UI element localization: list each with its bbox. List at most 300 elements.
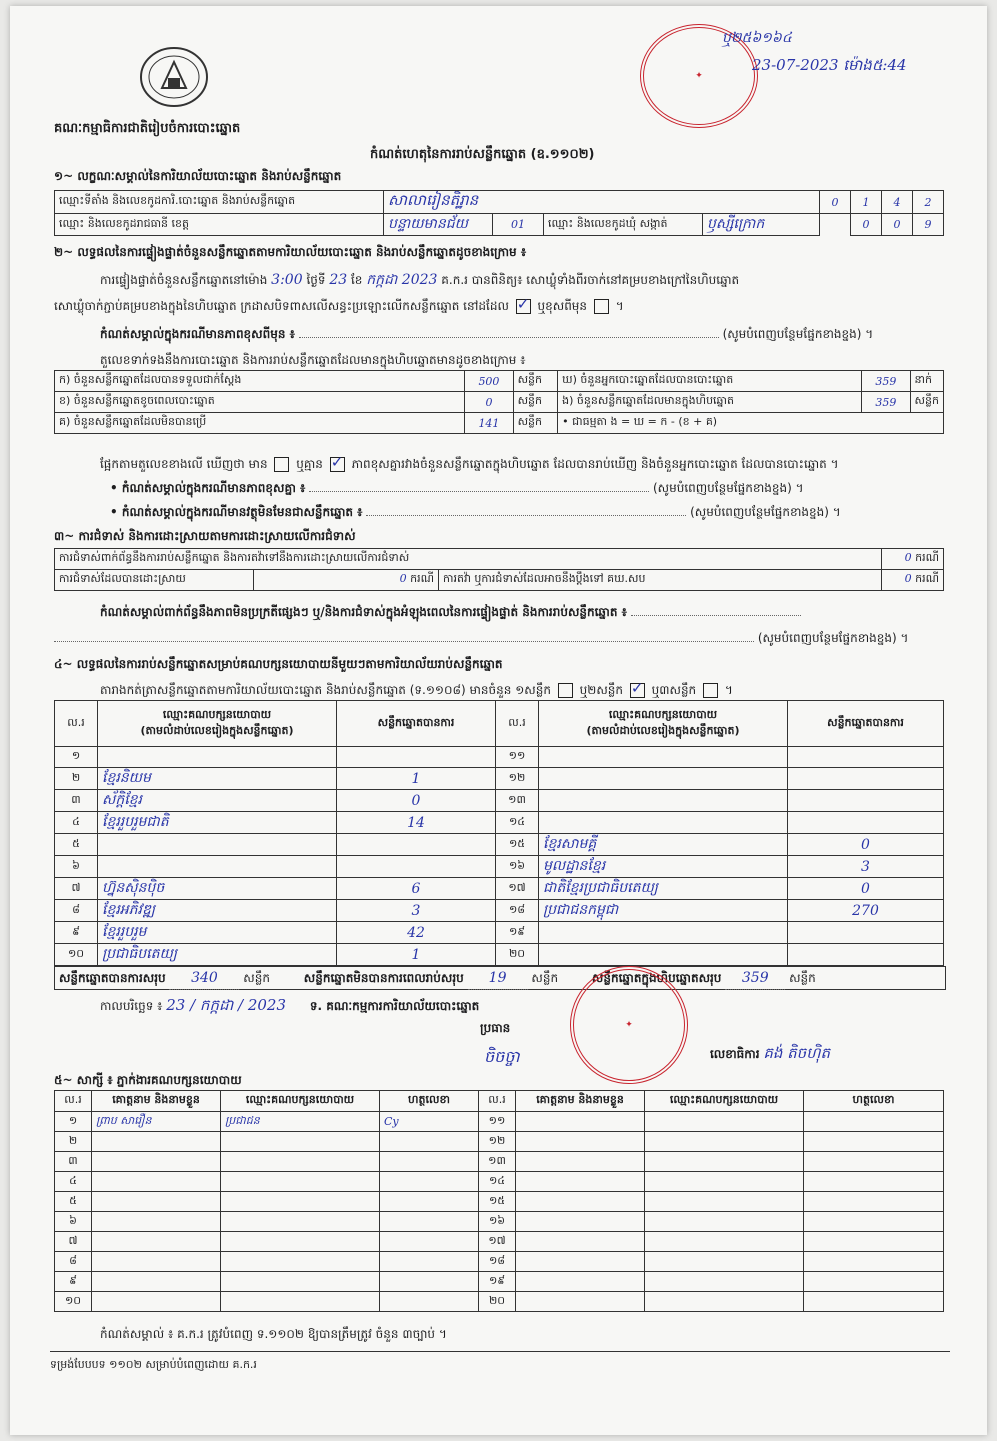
unit-label: សន្លឹក: [513, 371, 558, 392]
row-no: ១៥: [496, 834, 539, 856]
table-row: [55, 1232, 944, 1252]
witness-name: [92, 1212, 221, 1232]
party-votes: 0: [788, 878, 944, 900]
party-name: [98, 856, 337, 878]
col-no-header: ល.រ: [55, 1091, 92, 1112]
valid-total-label: សន្លឹកឆ្នោតបានការសរុប: [59, 971, 166, 985]
unit-label: សន្លឹក: [789, 971, 816, 985]
witness-signature: [380, 1132, 479, 1152]
objection-count: [881, 549, 943, 570]
ballot-count-table: [54, 370, 944, 434]
row-no: ១០: [55, 1292, 92, 1312]
note-prev-label: កំណត់សម្គាល់ក្នុងករណីមានភាពខុសពីមុន ៖: [100, 327, 295, 341]
receipt-date: 23-07-2023 ម៉ោង៥:44: [752, 56, 907, 74]
form-page: [10, 6, 987, 1435]
row-no: ២: [55, 768, 98, 790]
party-name: ខ្មែរនិយម: [98, 768, 337, 790]
committee-label: ទ. គណៈកម្មការការិយាល័យបោះឆ្នោត: [309, 999, 480, 1013]
bullet-note-1: [110, 480, 804, 498]
commune-code-digit: 9: [913, 214, 944, 236]
row-no: ១៨: [479, 1252, 516, 1272]
section4-title: ៤~ លទ្ធផលនៃការរាប់សន្លឹកឆ្នោតសម្រាប់គណបក្សនយោបាយនីមួយៗតាមការិយាល័យរាប់សន្លឹកឆ្នោត: [54, 657, 503, 671]
witness-party: [645, 1152, 804, 1172]
row-no: ១៩: [496, 922, 539, 944]
difference-text-b: ឬគ្មាន: [296, 457, 323, 471]
col-party-header: [98, 701, 337, 747]
row-no: ៩: [55, 922, 98, 944]
appeal-value: 0: [904, 572, 912, 585]
verification-text-b: គ.ក.រ បានពិនិត្យ៖ សោឃ្លុំទាំងពីរចាក់នៅគម្របខាងក្រៅនៃហិបឆ្នោត: [441, 273, 740, 287]
witness-signature: [804, 1152, 944, 1172]
count-label: ង) ចំនួនសន្លឹកឆ្នោតដែលមានក្នុងហិបឆ្នោត: [558, 392, 862, 413]
date-line: [100, 996, 479, 1018]
changed-label: ឬខុសពីមុន: [537, 299, 588, 313]
party-votes: 1: [337, 768, 496, 790]
witness-name: [92, 1132, 221, 1152]
difference-yes-checkbox[interactable]: [274, 457, 289, 472]
witness-party: [221, 1292, 380, 1312]
party-name: [539, 747, 788, 768]
secretary-line: [710, 1044, 830, 1066]
witness-signature: [380, 1252, 479, 1272]
table-row: [55, 1152, 944, 1172]
party-name: ខ្មែររួបរួម: [98, 922, 337, 944]
witness-signature: [804, 1112, 944, 1132]
commune-code-digit: 0: [882, 214, 913, 236]
party-votes: 14: [337, 812, 496, 834]
received-ballots-value: 500: [465, 371, 513, 392]
witness-party: [221, 1272, 380, 1292]
count-label: ខ) ចំនួនសន្លឹកឆ្នោតខូចពេលបោះឆ្នោត: [55, 392, 465, 413]
tally-intro: តារាងកត់ត្រាសន្លឹកឆ្នោតតាមការិយាល័យបោះឆ្នោត និងរាប់សន្លឹកឆ្នោត (ទ.១១០៨) មានចំនួន ១សន្លឹក: [100, 683, 551, 697]
witness-signature: [804, 1192, 944, 1212]
unit-label: នាក់: [910, 371, 943, 392]
party-header-label: ឈ្មោះគណបក្សនយោបាយ: [608, 707, 718, 721]
witness-party: [645, 1132, 804, 1152]
witness-signature: [804, 1172, 944, 1192]
witness-name: [92, 1232, 221, 1252]
row-no: ១៤: [496, 812, 539, 834]
witness-name: [92, 1272, 221, 1292]
party-header-label: ឈ្មោះគណបក្សនយោបាយ: [162, 707, 272, 721]
witness-name: [92, 1292, 221, 1312]
unit-label: ករណី: [915, 572, 939, 585]
secretary-label: លេខាធិការ: [710, 1047, 760, 1061]
col-party-header: ឈ្មោះគណបក្សនយោបាយ: [221, 1091, 380, 1112]
witness-name: [516, 1252, 645, 1272]
official-stamp-top: ✦: [640, 24, 758, 128]
witness-name: [516, 1292, 645, 1312]
table-row: [55, 549, 944, 570]
row-no: ១៣: [479, 1152, 516, 1172]
bullet2-label: • កំណត់សម្គាល់ក្នុងករណីមានវត្ថុមិនមែនជាសន្លឹកឆ្នោត ៖: [110, 505, 363, 519]
row-no: ៨: [55, 1252, 92, 1272]
witness-name: [92, 1192, 221, 1212]
totals-row: [54, 966, 946, 990]
witness-party: [221, 1232, 380, 1252]
party-votes: [788, 747, 944, 768]
table-row: [55, 900, 944, 922]
unit-label: សន្លឹក: [513, 392, 558, 413]
witness-party: [645, 1292, 804, 1312]
col-votes-header: សន្លឹកឆ្នោតបានការ: [337, 701, 496, 747]
tally-sheet-line: តារាងកត់ត្រាសន្លឹកឆ្នោតតាមការិយាល័យបោះឆ្នោត និងរាប់សន្លឹកឆ្នោត (ទ.១១០៨) មានចំនួន ១សន្លឹក ឬ២សន្លឹក ✓ ឬ៣សន្លឹក ។: [100, 682, 733, 700]
party-votes: [788, 922, 944, 944]
witness-name: [516, 1212, 645, 1232]
witness-name: [516, 1132, 645, 1152]
party-header-sub: (តាមលំដាប់លេខរៀងក្នុងសន្លឹកឆ្នោត): [140, 723, 294, 737]
witness-party: [645, 1272, 804, 1292]
unit-label: សន្លឹក: [910, 392, 943, 413]
party-votes: 3: [788, 856, 944, 878]
row-no: ១២: [496, 768, 539, 790]
chair-label: ប្រធាន: [480, 1021, 511, 1035]
row-no: ៥: [55, 834, 98, 856]
witness-party: [221, 1172, 380, 1192]
witness-name: [516, 1192, 645, 1212]
chair-signature: ចិចច្ចា: [484, 1047, 520, 1066]
two-sheets-label: ឬ២សន្លឹក: [579, 683, 623, 697]
verification-month: កក្កដា 2023: [366, 272, 438, 288]
row-no: ១: [55, 747, 98, 768]
row-no: ១០: [55, 944, 98, 966]
seal-status-line: សោឃ្លុំចាក់ភ្ជាប់គម្របខាងក្នុងនៃហិបឆ្នោត ក្រដាសបិទពាសលើសន្ធះប្រឡោះលើកសន្លឹកឆ្នោត នៅដដែល ✓ ឬខុសពីមុន ។: [54, 298, 624, 316]
code-digit: 0: [820, 191, 851, 214]
row-no: ១៦: [496, 856, 539, 878]
row-no: ៥: [55, 1192, 92, 1212]
party-votes: 270: [788, 900, 944, 922]
section3-title: ៣~ ការជំទាស់ និងការដោះស្រាយតាមការដោះស្រាយលើការជំទាស់: [54, 529, 356, 543]
witness-name: [516, 1272, 645, 1292]
witness-party: [645, 1112, 804, 1132]
ballots-in-box-value: 359: [862, 392, 910, 413]
table-row: [55, 1172, 944, 1192]
party-name: [539, 768, 788, 790]
fill-note: (សូមបំពេញបន្ថែមផ្នែកខាងខ្នង) ។: [690, 505, 841, 519]
party-name: ខ្មែររួបរួមជាតិ: [98, 812, 337, 834]
row-no: ៦: [55, 856, 98, 878]
valid-total-value: 340: [169, 967, 239, 990]
section5-title: ៥~ សាក្សី ៖ ភ្នាក់ងារគណបក្សនយោបាយ: [54, 1073, 242, 1087]
party-name: [98, 747, 337, 768]
table-row: [55, 1272, 944, 1292]
table-row: [55, 856, 944, 878]
row-no: ១១: [479, 1112, 516, 1132]
province-label: ឈ្មោះ និងលេខកូដរាជធានី ខេត្ត: [55, 214, 384, 236]
objection-label: ការជំទាស់ពាក់ព័ន្ធនឹងការរាប់សន្លឹកឆ្នោត និងការតវ៉ាទៅនឹងការដោះស្រាយលើការជំទាស់: [55, 549, 882, 570]
witness-signature: Cy: [380, 1112, 479, 1132]
table-row: [55, 878, 944, 900]
witness-party: [221, 1252, 380, 1272]
party-votes: [788, 768, 944, 790]
row-no: ១៣: [496, 790, 539, 812]
footnote: កំណត់សម្គាល់ ៖ គ.ក.រ ត្រូវបំពេញ ទ.១១០២ ឱ្យបានត្រឹមត្រូវ ចំនួន ៣ច្បាប់ ។: [100, 1327, 447, 1341]
party-name: មូលដ្ឋានខ្មែរ: [539, 856, 788, 878]
party-votes: [788, 812, 944, 834]
row-no: ៨: [55, 900, 98, 922]
row-no: ៤: [55, 812, 98, 834]
party-votes: 3: [337, 900, 496, 922]
row-no: ១១: [496, 747, 539, 768]
resolved-count: [254, 570, 439, 591]
invalid-total-label: សន្លឹកឆ្នោតមិនបានការពេលរាប់សរុប: [303, 971, 464, 985]
note-line: [100, 326, 873, 344]
one-sheet-checkbox[interactable]: [558, 683, 573, 698]
unit-label: ករណី: [915, 551, 939, 564]
voters-value: 359: [862, 371, 910, 392]
table-row: [55, 570, 944, 591]
witness-party: [221, 1132, 380, 1152]
verification-day: 23: [329, 272, 348, 288]
witness-signature: [804, 1132, 944, 1152]
box-total-value: 359: [725, 967, 785, 990]
row-no: ១៥: [479, 1192, 516, 1212]
row-no: ៧: [55, 1232, 92, 1252]
party-votes: 0: [337, 790, 496, 812]
table-row: [55, 1112, 944, 1132]
formula-note: • ជាធម្មតា ង = ឃ = ក - (ខ + គ): [558, 413, 944, 434]
row-no: ៣: [55, 1152, 92, 1172]
witness-table: [54, 1090, 944, 1312]
table-row: [55, 812, 944, 834]
col-party-header: [539, 701, 788, 747]
section2-title: ២~ លទ្ធផលនៃការផ្ទៀងផ្ទាត់ចំនួនសន្លឹកឆ្នោតតាមការិយាល័យបោះឆ្នោត និងរាប់សន្លឹកឆ្នោតដូចខាងក្រោម ៖: [54, 245, 527, 259]
party-name: [539, 944, 788, 966]
seal-status-text: សោឃ្លុំចាក់ភ្ជាប់គម្របខាងក្នុងនៃហិបឆ្នោត ក្រដាសបិទពាសលើសន្ធះប្រឡោះលើកសន្លឹកឆ្នោត នៅដដែល: [54, 299, 509, 313]
difference-line: [100, 456, 839, 474]
three-sheets-label: ឬ៣សន្លឹក: [651, 683, 697, 697]
party-name: [539, 790, 788, 812]
witness-signature: [380, 1192, 479, 1212]
table-row: [55, 371, 944, 392]
row-no: ១២: [479, 1132, 516, 1152]
unit-label: សន្លឹក: [531, 971, 559, 985]
witness-party: [645, 1172, 804, 1192]
party-results-table: [54, 700, 944, 966]
row-no: ១: [55, 1112, 92, 1132]
col-name-header: គោត្តនាម និងនាមខ្លួន: [516, 1091, 645, 1112]
table-row: [55, 1252, 944, 1272]
witness-name: ព្រាប សារឿន: [92, 1112, 221, 1132]
party-name: [98, 834, 337, 856]
party-votes: [337, 747, 496, 768]
difference-text-a: ផ្អែកតាមតួលេខខាងលើ ឃើញថា មាន: [100, 457, 268, 471]
unit-label: ករណី: [410, 572, 434, 585]
verification-time: 3:00: [271, 272, 303, 288]
table-row: [55, 1292, 944, 1312]
table-row: [55, 1212, 944, 1232]
witness-signature: [380, 1172, 479, 1192]
party-name: ខ្មែរអភិវឌ្ឍ: [98, 900, 337, 922]
witness-party: [221, 1212, 380, 1232]
unit-label: សន្លឹក: [243, 971, 270, 985]
section1-table: [54, 190, 944, 236]
col-no-header: ល.រ: [479, 1091, 516, 1112]
difference-text-c: ភាពខុសគ្នារវាងចំនួនសន្លឹកឆ្នោតក្នុងហិបឆ្នោត ដែលបានរាប់ឃើញ និងចំនួនអ្នកបោះឆ្នោត ដែលបានបោះឆ្នោត ។: [351, 457, 839, 471]
witness-name: [92, 1172, 221, 1192]
form-title: កំណត់ហេតុនៃការរាប់សន្លឹកឆ្នោត (ឧ.១១០២): [370, 147, 595, 162]
table-intro: តួលេខទាក់ទងនឹងការបោះឆ្នោត និងការរាប់សន្លឹកឆ្នោតដែលមានក្នុងហិបឆ្នោតមានដូចខាងក្រោម ៖: [100, 353, 526, 367]
table-row: [55, 1192, 944, 1212]
bullet1-label: • កំណត់សម្គាល់ក្នុងករណីមានភាពខុសគ្នា ៖: [110, 481, 306, 495]
witness-name: [516, 1172, 645, 1192]
party-votes: 0: [788, 834, 944, 856]
witness-name: [516, 1232, 645, 1252]
fill-note: (សូមបំពេញបន្ថែមផ្នែកខាងខ្នង) ។: [722, 327, 874, 341]
table-row: [55, 922, 944, 944]
witness-name: [92, 1152, 221, 1172]
month-label: ខែ: [350, 273, 363, 287]
witness-signature: [380, 1272, 479, 1292]
table-row: [55, 413, 944, 434]
count-label: ឃ) ចំនួនអ្នកបោះឆ្នោតដែលបានបោះឆ្នោត: [558, 371, 862, 392]
witness-signature: [380, 1232, 479, 1252]
col-party-header: ឈ្មោះគណបក្សនយោបាយ: [645, 1091, 804, 1112]
witness-signature: [380, 1292, 479, 1312]
irregularity-fill: [54, 630, 908, 648]
row-no: ១៨: [496, 900, 539, 922]
witness-signature: [804, 1252, 944, 1272]
party-name: ជាតិខ្មែរប្រជាធិបតេយ្យ: [539, 878, 788, 900]
verification-line: [100, 270, 739, 291]
witness-signature: [380, 1152, 479, 1172]
witness-party: [221, 1192, 380, 1212]
unchanged-checkbox[interactable]: [516, 299, 531, 314]
unit-label: សន្លឹក: [513, 413, 558, 434]
date-value: 23 / កក្កដា / 2023: [166, 996, 287, 1014]
appeal-count: [881, 570, 943, 591]
party-name: ប្រជាធិបតេយ្យ: [98, 944, 337, 966]
row-no: ៩: [55, 1272, 92, 1292]
two-sheets-checkbox[interactable]: [630, 683, 645, 698]
row-no: ២០: [479, 1292, 516, 1312]
witness-party: [645, 1232, 804, 1252]
secretary-name: គង់ តិចហ៊ិត: [763, 1044, 831, 1062]
party-votes: [337, 856, 496, 878]
witness-party: [645, 1252, 804, 1272]
province-code: 01: [493, 214, 544, 236]
resolved-value: 0: [399, 572, 407, 585]
party-name: ខ្មែរសាមគ្គី: [539, 834, 788, 856]
party-votes: [337, 834, 496, 856]
table-row: [55, 944, 944, 966]
section1-title: ១~ លក្ខណៈសម្គាល់នៃការិយាល័យបោះឆ្នោត និងរាប់សន្លឹកឆ្នោត: [54, 169, 342, 183]
col-votes-header: សន្លឹកឆ្នោតបានការ: [788, 701, 944, 747]
party-name: [539, 812, 788, 834]
footer-divider: [50, 1351, 950, 1352]
bullet-note-2: [110, 504, 841, 522]
resolved-label: ការជំទាស់ដែលបានដោះស្រាយ: [55, 570, 254, 591]
table-row: [55, 392, 944, 413]
party-votes: 6: [337, 878, 496, 900]
witness-party: [645, 1192, 804, 1212]
row-no: ៧: [55, 878, 98, 900]
table-row: [55, 834, 944, 856]
row-no: ១៤: [479, 1172, 516, 1192]
witness-party: [221, 1152, 380, 1172]
code-digit: 4: [882, 191, 913, 214]
invalid-total-value: 19: [468, 967, 528, 990]
official-stamp-committee: ✦: [570, 966, 688, 1084]
irregularity-note: [100, 604, 801, 622]
count-label: គ) ចំនួនសន្លឹកឆ្នោតដែលមិនបានប្រើ: [55, 413, 465, 434]
row-no: ៤: [55, 1172, 92, 1192]
code-digit: 2: [913, 191, 944, 214]
spoiled-ballots-value: 0: [465, 392, 513, 413]
receipt-number: ឬ២៥៦១៦៤: [722, 30, 792, 46]
objection-value: 0: [904, 551, 912, 564]
witness-signature: [804, 1232, 944, 1252]
location-value: សាលារៀនតិរ្ឋាន: [384, 191, 820, 214]
count-label: ក) ចំនួនសន្លឹកឆ្នោតដែលបានទទួលជាក់ស្តែង: [55, 371, 465, 392]
date-label: កាលបរិច្ឆេទ ៖: [100, 999, 163, 1013]
row-no: ១៦: [479, 1212, 516, 1232]
row-no: ២០: [496, 944, 539, 966]
location-label: ឈ្មោះទីតាំង និងលេខកូដការិ.បោះឆ្នោត និងរាប់សន្លឹកឆ្នោត: [55, 191, 384, 214]
day-label: ថ្ងៃទី: [306, 273, 326, 287]
national-emblem-icon: [138, 44, 210, 110]
witness-signature: [804, 1292, 944, 1312]
party-votes: 42: [337, 922, 496, 944]
witness-signature: [380, 1212, 479, 1232]
witness-name: [516, 1112, 645, 1132]
box-total-label: សន្លឹកឆ្នោតក្នុងហិបឆ្នោតសរុប: [591, 971, 722, 985]
party-name: ប្រជាជនកម្ពុជា: [539, 900, 788, 922]
table-row: [55, 790, 944, 812]
code-digit: 1: [851, 191, 882, 214]
party-name: ហ្វ៊ុនស៊ិនប៉ិច: [98, 878, 337, 900]
commune-value: ឫស្សីក្រោក: [703, 214, 820, 236]
objection-table: [54, 548, 944, 591]
row-no: ១៩: [479, 1272, 516, 1292]
witness-party: [645, 1212, 804, 1232]
row-no: ៦: [55, 1212, 92, 1232]
form-footer: ទម្រង់បែបបទ ១១០២ សម្រាប់បំពេញដោយ គ.ក.រ: [50, 1358, 257, 1371]
party-name: ស័ក្តិខ្មែរ: [98, 790, 337, 812]
witness-party: ប្រជាជន: [221, 1112, 380, 1132]
table-row: [55, 1132, 944, 1152]
party-votes: [788, 944, 944, 966]
table-row: [55, 768, 944, 790]
organization-name: គណៈកម្មាធិការជាតិរៀបចំការបោះឆ្នោត: [54, 121, 241, 136]
difference-no-checkbox[interactable]: [330, 457, 345, 472]
verification-text: ការផ្ទៀងផ្ទាត់ចំនួនសន្លឹកឆ្នោតនៅម៉ោង: [100, 273, 268, 287]
col-sign-header: ហត្ថលេខា: [380, 1091, 479, 1112]
three-sheets-checkbox[interactable]: [703, 683, 718, 698]
row-no: ២: [55, 1132, 92, 1152]
witness-name: [92, 1252, 221, 1272]
col-name-header: គោត្តនាម និងនាមខ្លួន: [92, 1091, 221, 1112]
table-row: [55, 747, 944, 768]
commune-code-digit: 0: [851, 214, 882, 236]
changed-checkbox[interactable]: [594, 299, 609, 314]
witness-name: [516, 1152, 645, 1172]
commune-label: ឈ្មោះ និងលេខកូដឃុំ សង្កាត់: [544, 214, 703, 236]
irregularity-label: កំណត់សម្គាល់ពាក់ព័ន្ធនឹងភាពមិនប្រក្រតីផ្សេងៗ ឬ/និងការជំទាស់ក្នុងអំឡុងពេលនៃការផ្ទៀងផ្ទាត់ និងការរាប់សន្លឹកឆ្នោត ៖: [100, 605, 627, 619]
party-name: [539, 922, 788, 944]
party-votes: 1: [337, 944, 496, 966]
fill-note: (សូមបំពេញបន្ថែមផ្នែកខាងខ្នង) ។: [757, 631, 909, 645]
col-sign-header: ហត្ថលេខា: [804, 1091, 944, 1112]
row-no: ៣: [55, 790, 98, 812]
row-no: ១៧: [479, 1232, 516, 1252]
fill-note: (សូមបំពេញបន្ថែមផ្នែកខាងខ្នង) ។: [652, 481, 804, 495]
unused-ballots-value: 141: [465, 413, 513, 434]
col-no-header: ល.រ: [496, 701, 539, 747]
col-no-header: ល.រ: [55, 701, 98, 747]
appeal-label: ការតវ៉ា ឬការជំទាស់ដែលអាចនឹងប្តឹងទៅ គឃ.សប: [439, 570, 882, 591]
witness-signature: [804, 1272, 944, 1292]
